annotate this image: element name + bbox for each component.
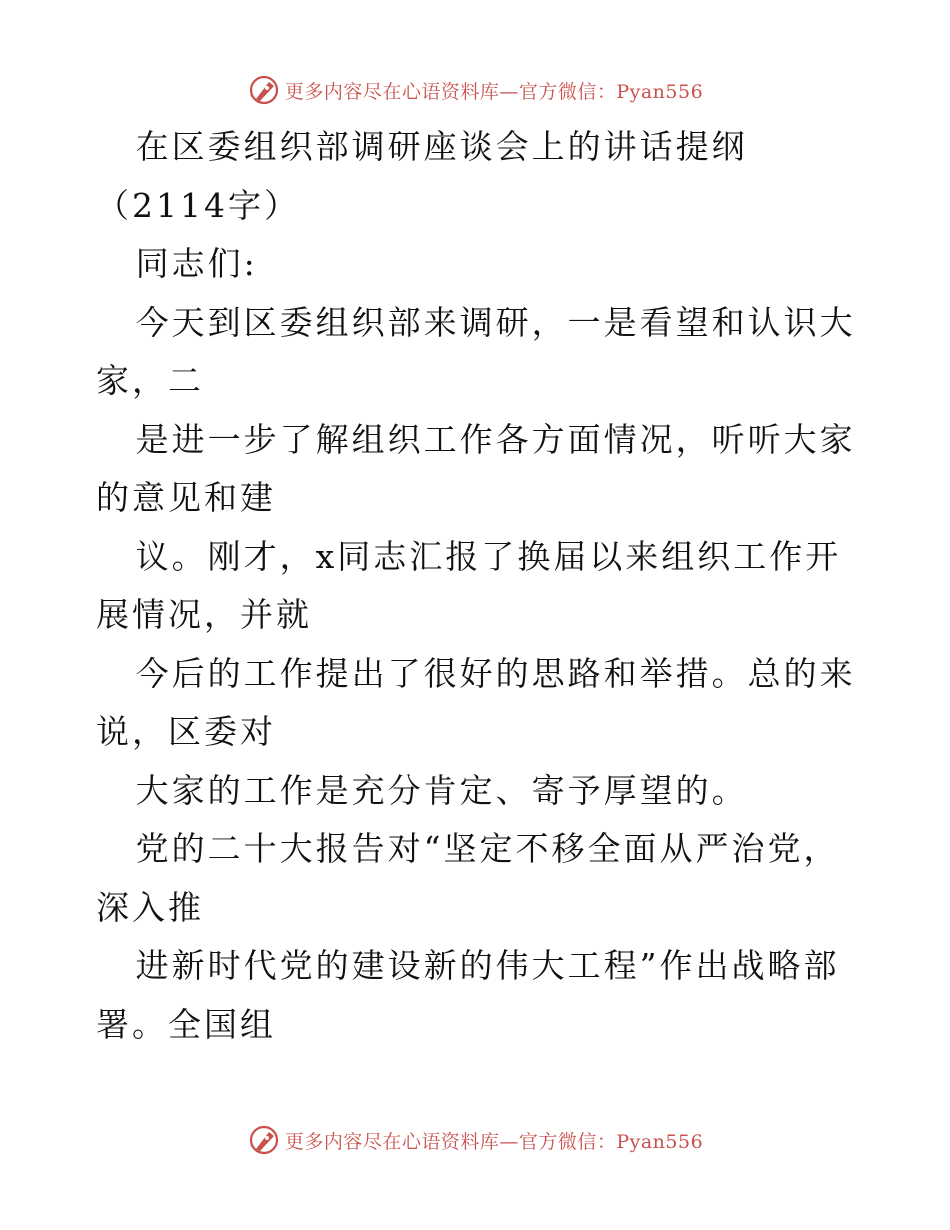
paragraph: 进新时代党的建设新的伟大工程”作出战略部署。全国组	[96, 946, 840, 1044]
watermark-header	[0, 72, 950, 108]
paragraph: 议。刚才，x同志汇报了换届以来组织工作开展情况，并就	[96, 536, 842, 634]
watermark-text: 更多内容尽在心语资料库—官方微信：Pyan556	[284, 80, 704, 103]
pen-nib-circle-icon	[247, 73, 281, 107]
paragraph: 今后的工作提出了很好的思路和举措。总的来说，区委对	[96, 653, 856, 751]
paragraph: 党的二十大报告对“坚定不移全面从严治党，深入推	[96, 829, 840, 927]
paragraph: 今天到区委组织部来调研，一是看望和认识大家，二	[96, 302, 856, 400]
document-title: 在区委组织部调研座谈会上的讲话提纲（2114字）	[96, 127, 748, 225]
watermark-text: 更多内容尽在心语资料库—官方微信：Pyan556	[284, 1130, 704, 1153]
pen-nib-circle-icon	[247, 1123, 281, 1157]
paragraph: 是进一步了解组织工作各方面情况，听听大家的意见和建	[96, 419, 856, 517]
watermark-footer	[0, 1122, 950, 1158]
paragraph: 同志们:	[135, 244, 258, 283]
document-body	[96, 118, 856, 1054]
paragraph: 大家的工作是充分肯定、寄予厚望的。	[135, 770, 748, 810]
